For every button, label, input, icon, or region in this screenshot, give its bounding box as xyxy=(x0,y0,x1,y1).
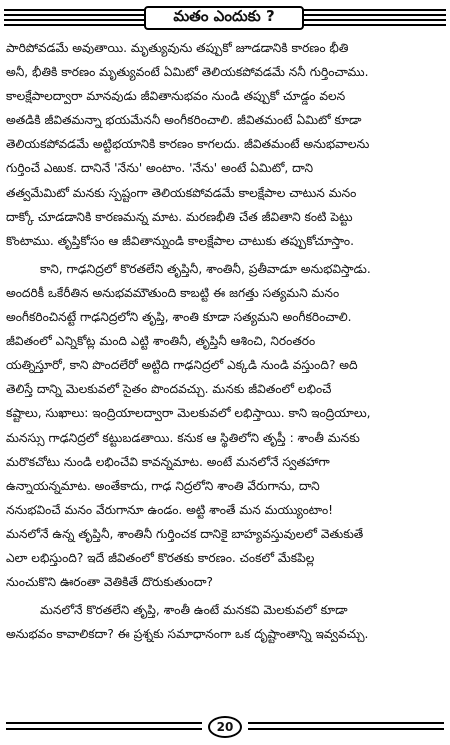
text-line: తెలిస్తే దాన్ని మెలకువలో సైతం పొందవచ్చు. మనకు జీవితంలో లభించే xyxy=(6,382,332,397)
text-line: మనలోనే ఉన్న తృప్తినీ, శాంతినీ గుర్తించక దానికై బాహ్యవస్తువులలో వెతుకుతే xyxy=(6,526,364,541)
text-line: పారిపోవడమే అవుతాయి. మృత్యువును తప్పుకో జూడడానికి కారణం భీతి xyxy=(6,41,349,55)
text-line: అంగీకరించినట్టే గాఢనిద్రలోని తృప్తి, శాంతి కూడా సత్యమని అంగీకరించాలి. xyxy=(6,310,352,325)
text-line: కష్టాలు, సుఖాలు: ఇంద్రియాలద్వారా మెలకువలో లభిస్తాయి. కాని ఇంద్రియాలు, xyxy=(6,406,371,421)
footer-rule xyxy=(6,722,202,724)
text-line: మరొకచోటు నుండి లభించేవి కావన్నమాట. అంటే మనలోనే స్వతహాగా xyxy=(6,454,330,469)
text-line: అందరికీ ఒకేరీతిన అనుభవమౌతుంది కాబట్టి ఈ జగత్తు సత్యమని మనం xyxy=(6,285,340,300)
text-line: ఉన్నాయన్నమాట. అంతేకాదు, గాఢ నిద్రలోని శాంతి వేరుగాను, దాని xyxy=(6,478,320,493)
title-box xyxy=(144,6,304,30)
text-line: కాని, గాఢనిద్రలో కొరతలేని తృప్తినీ, శాంతినీ, ప్రతీవాడూ అనుభవిస్తాడు. xyxy=(40,261,371,276)
page-header xyxy=(4,6,446,30)
text-line: ననుభవించే మనం వేరుగానూ ఉండం. అట్టి శాంతే మన మయ్యుంటాం! xyxy=(6,502,334,517)
text-line: గుర్తించే ఎఱుక. దానినే 'నేను' అంటాం. 'నేను' అంటే ఏమిటో, దాని xyxy=(6,161,314,176)
footer-rule xyxy=(248,722,444,724)
text-line: కాలక్షేపాలద్వారా మానవుడు జీవితానుభవం నుండి తప్పుకో చూడ్డం వలన xyxy=(6,89,346,104)
page-footer xyxy=(6,716,444,738)
text-line: దాక్కో చూడడానికి కారణమన్న మాట. మరణభీతి చేత జీవితాని కంటి పెట్టు xyxy=(6,209,353,224)
text-line: తెలియకపోవడమే అట్టిభయానికి కారణం కాగలదు. జీవితమంటే అనుభవాలను xyxy=(6,137,370,152)
page-body xyxy=(6,36,444,650)
text-line: నుంచుకొని ఊరంతా వెతికితే దొరుకుతుందా? xyxy=(6,575,213,590)
text-line: అనుభవం కావాలికదా? ఈ ప్రశ్నకు సమాధానంగా ఒక దృష్టాంతాన్ని ఇవ్వవచ్చు. xyxy=(6,627,369,642)
text-line: యత్నిస్తూరో, కాని పొందలేరో అట్టిది గాఢనిద్రలో ఎక్కడి నుండి వస్తుంది? అది xyxy=(6,358,358,373)
text-line: అనీ, భీతికి కారణం మృత్యువంటే ఏమిటో తెలియకపోవడమే ననీ గుర్తించాము. xyxy=(6,65,369,80)
text-line: మనస్సు గాఢనిద్రలో కట్టుబడతాయి. కనుక ఆ స్థితిలోని తృప్తీ : శాంతీ మనకు xyxy=(6,430,360,445)
text-line: ఎలా లభిస్తుంది? ఇదే జీవితంలో కొరతకు కారణం. చంకలో మేకపిల్ల xyxy=(6,550,315,565)
page-title: మతం ఎందుకు ? xyxy=(173,7,275,25)
paragraph-3 xyxy=(6,598,444,646)
text-line: కొంటాము. తృప్తికోసం ఆ జీవితాన్నుండి కాలక్షేపాల చాటుకు తప్పుకోచూస్తాం. xyxy=(6,233,354,248)
text-line: అతడికి జీవితమన్నా భయమేననీ అంగీకరించాలి. జీవితమంటే ఏమిటో కూడా xyxy=(6,113,362,128)
footer-rule xyxy=(248,728,444,730)
text-line: మనలోనే కొరతలేని తృప్తి, శాంతీ ఉంటే మనకవి మెలకువలో కూడా xyxy=(40,603,348,618)
text-line: తత్వమేమిటో మనకు స్పష్టంగా తెలియకపోవడమే కాలక్షేపాల చాటున మనం xyxy=(6,185,357,200)
text-line: జీవితంలో ఎన్నికోట్ల మంది ఎట్టి శాంతినీ, తృప్తినీ ఆశించి, నిరంతరం xyxy=(6,334,316,349)
footer-rule xyxy=(6,728,202,730)
page-number: 20 xyxy=(208,716,242,738)
paragraph-2 xyxy=(6,257,444,594)
paragraph-1 xyxy=(6,36,444,253)
